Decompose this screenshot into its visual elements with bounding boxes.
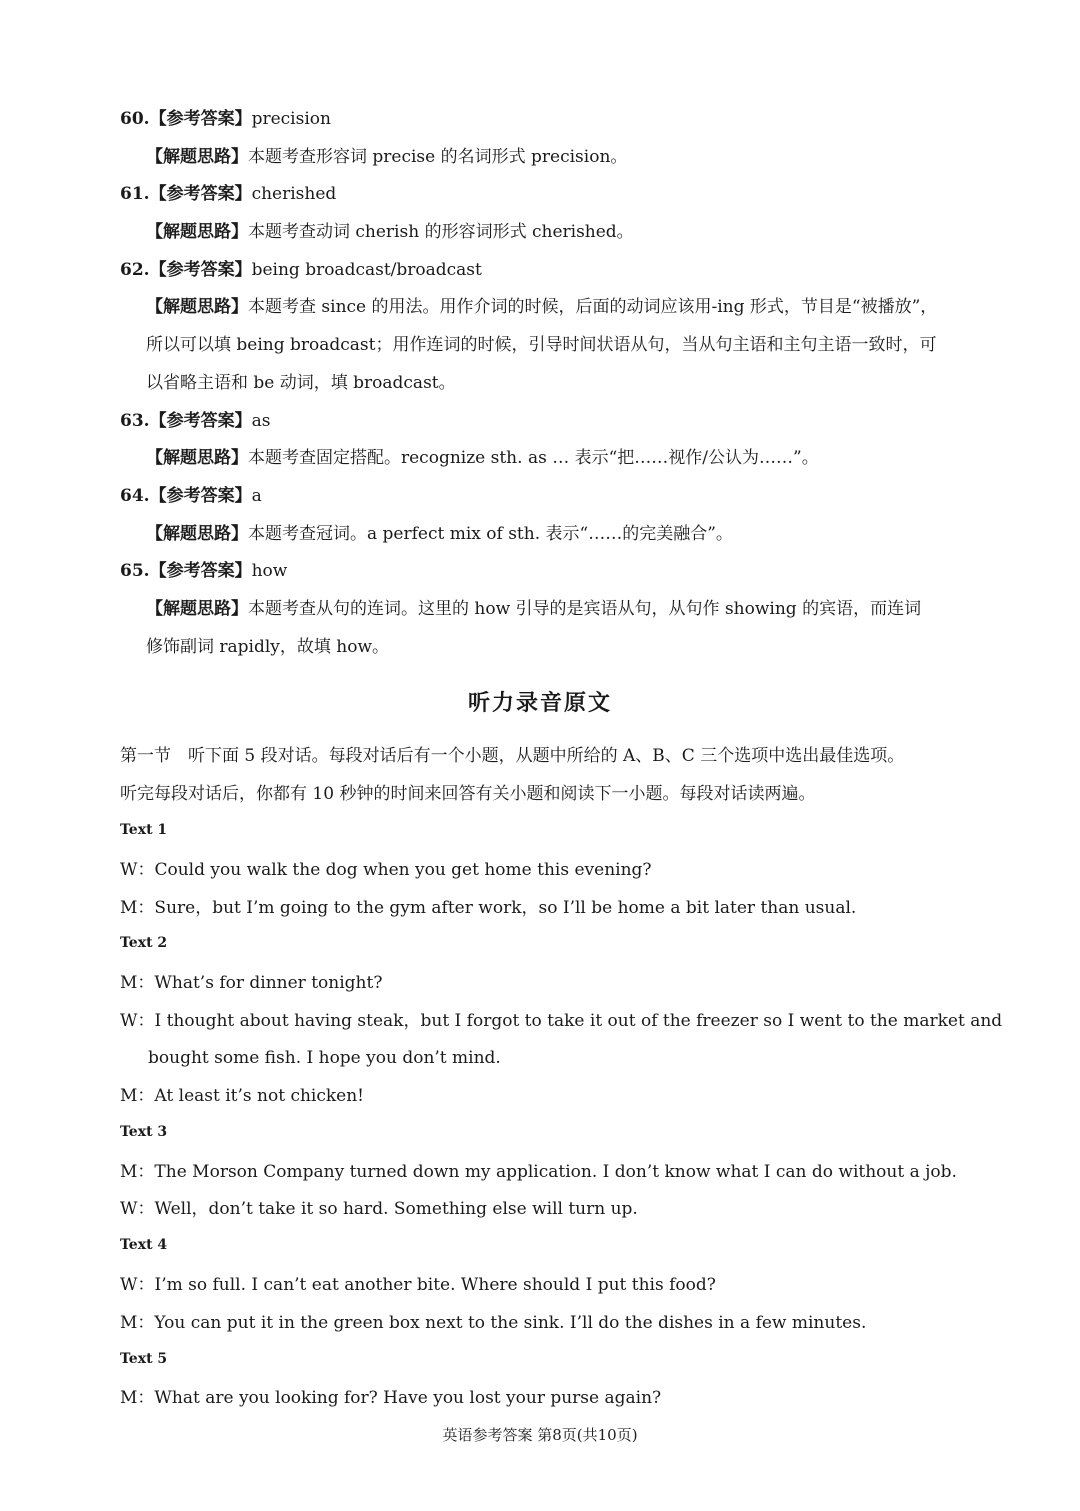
answer-60 <box>120 107 331 131</box>
page-footer: 英语参考答案 第8页(共10页) <box>442 1426 638 1444</box>
dialogue-text: Well，don’t take it so hard. Something else will turn up. <box>154 1199 638 1219</box>
explanation-label: 【解题思路】 <box>146 222 248 242</box>
text-4-heading: Text 4 <box>120 1237 168 1253</box>
speaker-label: M： <box>120 973 155 993</box>
explanation-text: 本题考查 since 的用法。用作介词的时候，后面的动词应该用-ing 形式，节目是“被播放”， <box>248 297 938 317</box>
section-title: 听力录音原文 <box>467 691 612 716</box>
reference-answer-label: 【参考答案】 <box>149 109 252 129</box>
answer-63 <box>120 409 270 433</box>
explanation-text: 本题考查形容词 precise 的名词形式 precision。 <box>248 147 628 167</box>
dialogue-text: You can put it in the green box next to the sink. I’ll do the dishes in a few minutes. <box>154 1313 867 1333</box>
question-number: 60. <box>120 109 150 129</box>
answer-text: precision <box>251 109 331 129</box>
explanation-text: 本题考查动词 cherish 的形容词形式 cherished。 <box>248 222 634 242</box>
question-number: 61. <box>120 184 150 204</box>
answer-text: being broadcast/broadcast <box>251 260 482 280</box>
text-5-heading: Text 5 <box>120 1351 168 1367</box>
answer-61 <box>120 182 336 206</box>
reference-answer-label: 【参考答案】 <box>149 411 252 431</box>
question-number: 64. <box>120 486 150 506</box>
reference-answer-label: 【参考答案】 <box>149 260 252 280</box>
explanation-62 <box>146 295 937 319</box>
speaker-label: W： <box>120 860 155 880</box>
dialogue-text: I’m so full. I can’t eat another bite. Where should I put this food? <box>154 1275 716 1295</box>
dialogue-line <box>120 1273 716 1297</box>
dialogue-text: What’s for dinner tonight? <box>154 973 383 993</box>
dialogue-line <box>120 971 382 995</box>
explanation-62-line-3: 以省略主语和 be 动词，填 broadcast。 <box>146 373 456 393</box>
answer-65 <box>120 559 287 583</box>
dialogue-line <box>120 896 856 920</box>
explanation-label: 【解题思路】 <box>146 448 248 468</box>
explanation-61 <box>146 220 634 244</box>
explanation-label: 【解题思路】 <box>146 297 248 317</box>
question-number: 62. <box>120 260 150 280</box>
answer-text: cherished <box>251 184 337 204</box>
speaker-label: M： <box>120 1162 155 1182</box>
dialogue-line <box>120 1311 866 1335</box>
dialogue-text: I thought about having steak，but I forgot to take it out of the freezer so I went to the market and <box>154 1011 1003 1031</box>
dialogue-line <box>120 1197 638 1221</box>
answer-text: how <box>251 561 288 581</box>
explanation-text: 本题考查冠词。a perfect mix of sth. 表示“……的完美融合”。 <box>248 524 733 544</box>
section-intro-line-2: 听完每段对话后，你都有 10 秒钟的时间来回答有关小题和阅读下一小题。每段对话读两遍。 <box>120 784 816 804</box>
speaker-label: W： <box>120 1199 155 1219</box>
explanation-65 <box>146 597 921 621</box>
dialogue-line-continued <box>148 1046 501 1070</box>
dialogue-line <box>120 1160 957 1184</box>
speaker-label: W： <box>120 1011 155 1031</box>
dialogue-text: What are you looking for? Have you lost your purse again? <box>154 1388 662 1408</box>
section-intro-line-1: 第一节 听下面 5 段对话。每段对话后有一个小题，从题中所给的 A、B、C 三个选项中选出最佳选项。 <box>120 746 905 766</box>
speaker-label: M： <box>120 898 155 918</box>
answer-62 <box>120 258 482 282</box>
text-2-heading: Text 2 <box>120 935 168 951</box>
answer-text: as <box>251 411 271 431</box>
dialogue-text: At least it’s not chicken! <box>154 1086 365 1106</box>
explanation-64 <box>146 522 733 546</box>
dialogue-text: Could you walk the dog when you get home this evening? <box>154 860 652 880</box>
dialogue-text: Sure，but I’m going to the gym after work，so I’ll be home a bit later than usual. <box>154 898 857 918</box>
explanation-62-line-2: 所以可以填 being broadcast；用作连词的时候，引导时间状语从句，当从句主语和主句主语一致时，可 <box>146 335 937 355</box>
text-1-heading: Text 1 <box>120 822 168 838</box>
explanation-63 <box>146 446 819 470</box>
explanation-label: 【解题思路】 <box>146 524 248 544</box>
speaker-label: W： <box>120 1275 155 1295</box>
explanation-label: 【解题思路】 <box>146 599 248 619</box>
answer-64 <box>120 484 262 508</box>
explanation-text: 本题考查从句的连词。这里的 how 引导的是宾语从句，从句作 showing 的宾语，而连词 <box>248 599 922 619</box>
explanation-60 <box>146 145 627 169</box>
dialogue-line <box>120 1386 661 1410</box>
explanation-label: 【解题思路】 <box>146 147 248 167</box>
dialogue-line <box>120 1084 364 1108</box>
explanation-text: 本题考查固定搭配。recognize sth. as … 表示“把……视作/公认为……”。 <box>248 448 819 468</box>
speaker-label: M： <box>120 1388 155 1408</box>
speaker-label: M： <box>120 1313 155 1333</box>
dialogue-line <box>120 858 652 882</box>
question-number: 65. <box>120 561 150 581</box>
reference-answer-label: 【参考答案】 <box>149 561 252 581</box>
dialogue-text: The Morson Company turned down my application. I don’t know what I can do without a job. <box>154 1162 957 1182</box>
speaker-label: M： <box>120 1086 155 1106</box>
reference-answer-label: 【参考答案】 <box>149 184 252 204</box>
text-3-heading: Text 3 <box>120 1124 168 1140</box>
explanation-65-line-2: 修饰副词 rapidly，故填 how。 <box>146 637 390 657</box>
dialogue-text: bought some fish. I hope you don’t mind. <box>148 1048 501 1068</box>
reference-answer-label: 【参考答案】 <box>149 486 252 506</box>
question-number: 63. <box>120 411 150 431</box>
dialogue-line <box>120 1009 1002 1033</box>
answer-text: a <box>251 486 262 506</box>
